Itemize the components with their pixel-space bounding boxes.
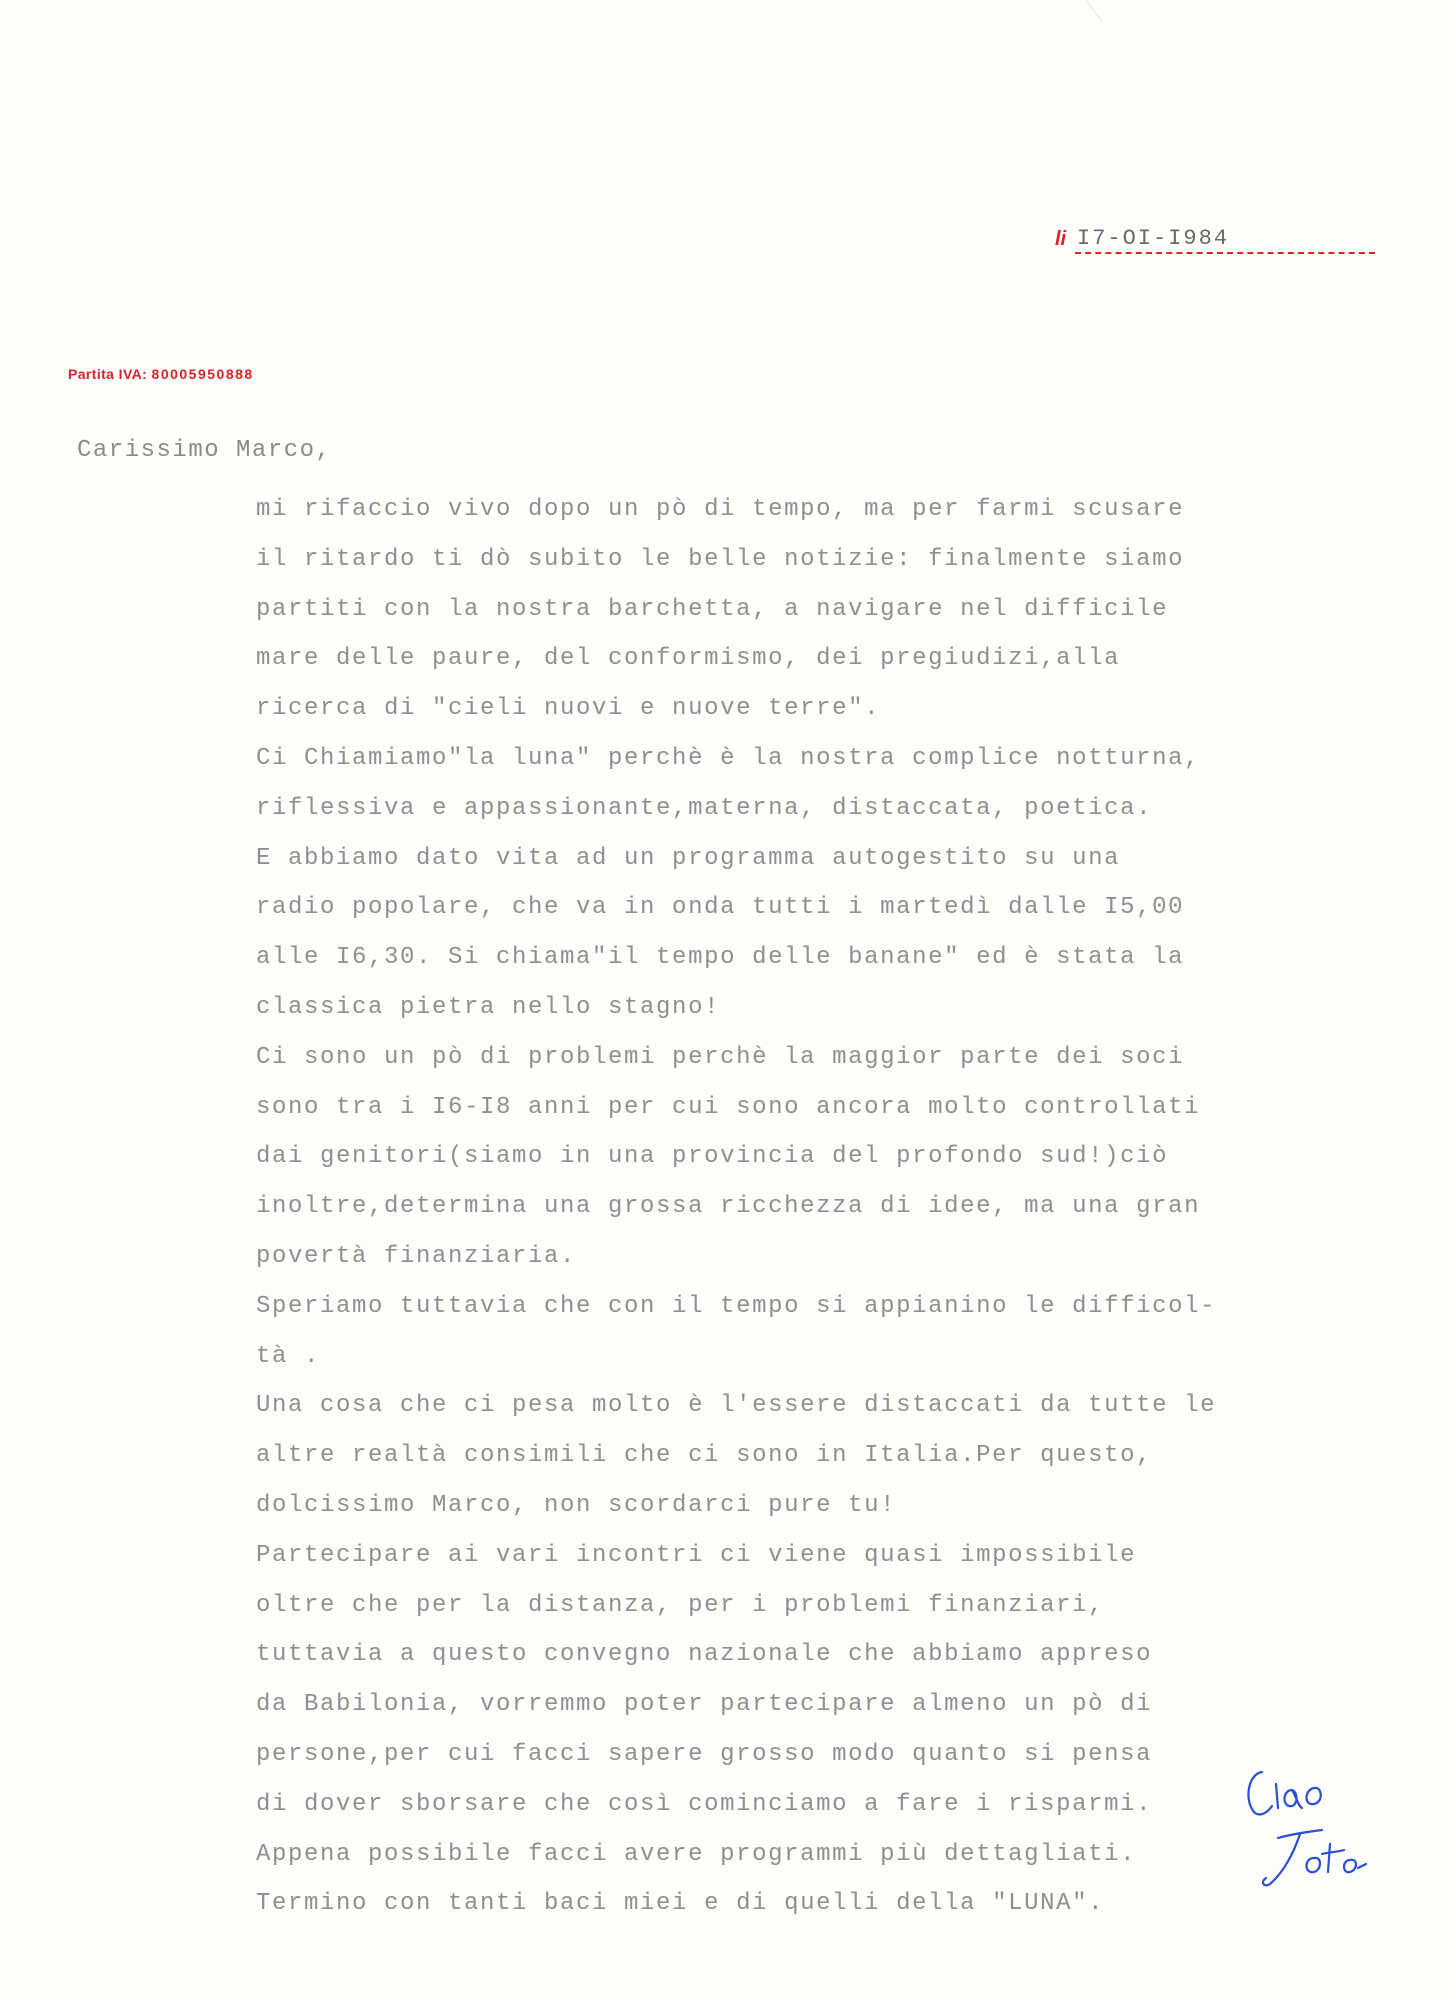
signature-stroke-o3 <box>1344 1860 1356 1872</box>
letter-line: tà . <box>256 1342 321 1370</box>
date-prefix: li <box>1055 228 1067 250</box>
letter-line: radio popolare, che va in onda tutti i martedì dalle I5,00 <box>256 894 1185 922</box>
letter-line: Appena possibile facci avere programmi più dettagliati. <box>256 1840 1137 1868</box>
letter-line: classica pietra nello stagno! <box>256 993 721 1021</box>
letter-line: inoltre,determina una grossa ricchezza di idee, ma una gran <box>256 1193 1201 1221</box>
letter-line: il ritardo ti dò subito le belle notizie: finalmente siamo <box>256 545 1185 573</box>
letter-line: Ci sono un pò di problemi perchè la maggior parte dei soci <box>256 1043 1185 1071</box>
signature-stroke-a <box>1285 1790 1303 1808</box>
letter-line: tuttavia a questo convegno nazionale che abbiamo appreso <box>256 1641 1153 1669</box>
vat-number: 80005950888 <box>151 366 254 382</box>
signature-stroke-i <box>1276 1784 1278 1808</box>
letter-line: dai genitori(siamo in una provincia del profondo sud!)ciò <box>256 1143 1169 1171</box>
letter-line: Partecipare ai vari incontri ci viene quasi impossibile <box>256 1541 1137 1569</box>
signature-stroke-o2 <box>1307 1858 1321 1872</box>
letter-line: riflessiva e appassionante,materna, distaccata, poetica. <box>256 794 1153 822</box>
corner-fold-mark <box>1085 0 1103 22</box>
signature-stroke-t2 <box>1322 1844 1344 1872</box>
letter-line: di dover sborsare che così cominciamo a fare i risparmi. <box>256 1790 1153 1818</box>
letter-line: alle I6,30. Si chiama"il tempo delle banane" ed è stata la <box>256 944 1185 972</box>
letter-line: ricerca di "cieli nuovi e nuove terre". <box>256 695 881 723</box>
signature-stroke-t-stem <box>1263 1834 1300 1885</box>
letter-body <box>256 485 1316 1929</box>
letter-line: mi rifaccio vivo dopo un pò di tempo, ma per farmi scusare <box>256 496 1185 523</box>
letter-line: oltre che per la distanza, per i problemi finanziari, <box>256 1591 1105 1619</box>
signature-stroke-tail <box>1358 1864 1366 1868</box>
signature-stroke-c <box>1248 1772 1272 1814</box>
letter-line: partiti con la nostra barchetta, a navigare nel difficile <box>256 595 1169 623</box>
handwritten-signature <box>1240 1760 1370 1910</box>
letter-line: da Babilonia, vorremmo poter partecipare almeno un pò di <box>256 1691 1153 1719</box>
vat-label: Partita IVA: <box>68 366 148 382</box>
letter-line: Speriamo tuttavia che con il tempo si appianino le difficol- <box>256 1292 1217 1320</box>
letter-line: sono tra i I6-I8 anni per cui sono ancora molto controllati <box>256 1093 1201 1121</box>
letter-line: persone,per cui facci sapere grosso modo quanto si pensa <box>256 1740 1153 1768</box>
date-field <box>1055 228 1375 258</box>
letter-line: Ci Chiamiamo"la luna" perchè è la nostra complice notturna, <box>256 744 1201 772</box>
letter-line: altre realtà consimili che ci sono in Italia.Per questo, <box>256 1442 1153 1470</box>
letter-line: povertà finanziaria. <box>256 1242 577 1270</box>
salutation: Carissimo Marco, <box>77 437 332 464</box>
letter-date: I7-OI-I984 <box>1077 226 1230 251</box>
letter-line: dolcissimo Marco, non scordarci pure tu! <box>256 1491 897 1519</box>
signature-stroke-o <box>1307 1788 1321 1804</box>
letter-line: Una cosa che ci pesa molto è l'essere distaccati da tutte le <box>256 1392 1217 1420</box>
letter-line: E abbiamo dato vita ad un programma autogestito su una <box>256 844 1121 872</box>
letter-line: Termino con tanti baci miei e di quelli della "LUNA". <box>256 1890 1105 1918</box>
vat-number-label <box>68 366 254 382</box>
date-dotted-line <box>1075 252 1375 254</box>
letter-line: mare delle paure, del conformismo, dei pregiudizi,alla <box>256 645 1121 673</box>
